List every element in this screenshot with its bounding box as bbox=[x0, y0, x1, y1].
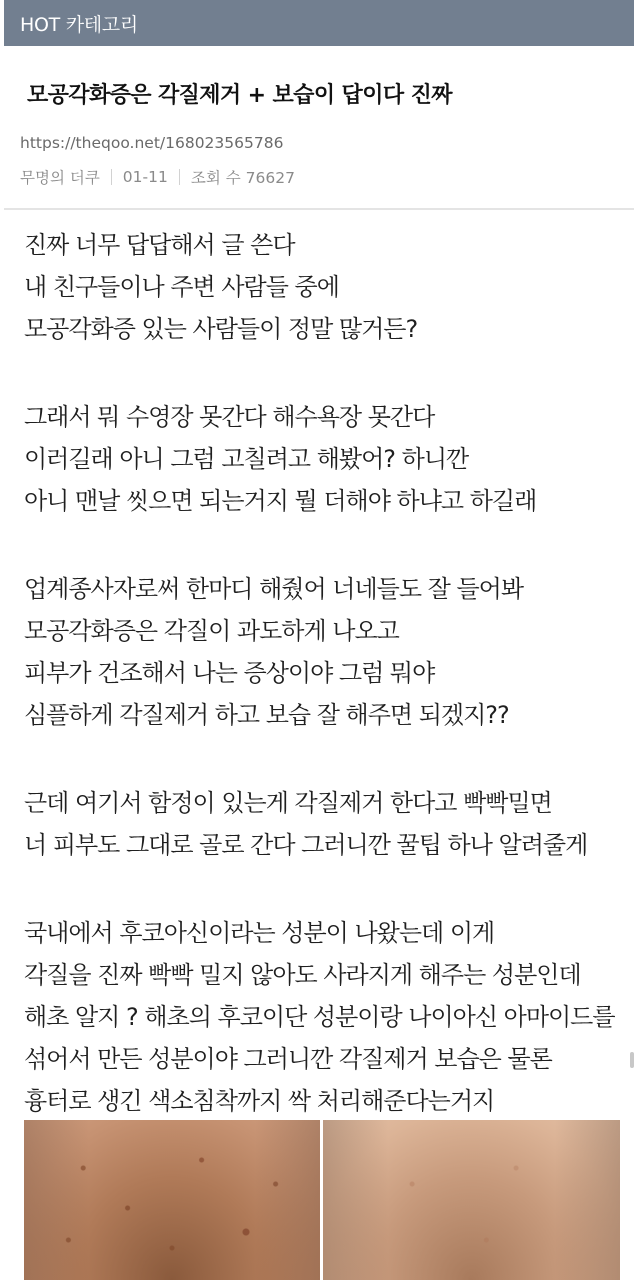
paragraph bbox=[24, 224, 629, 350]
category-title[interactable]: HOT 카테고리 bbox=[20, 13, 138, 36]
text-line: 각질을 진짜 빡빡 밀지 않아도 사라지게 해주는 성분인데 bbox=[24, 961, 581, 989]
after-skin-photo bbox=[323, 1120, 620, 1280]
post-meta bbox=[20, 166, 295, 188]
text-line: 국내에서 후코아신이라는 성분이 나왔는데 이게 bbox=[24, 919, 495, 947]
text-line: 심플하게 각질제거 하고 보습 잘 해주면 되겠지?? bbox=[24, 701, 509, 729]
text-line: 업계종사자로써 한마디 해줬어 너네들도 잘 들어봐 bbox=[24, 575, 524, 603]
text-line: 흉터로 생긴 색소침착까지 싹 처리해준다는거지 bbox=[24, 1087, 495, 1115]
view-count: 조회 수 76627 bbox=[190, 169, 295, 187]
text-line: 해초 알지 ? 해초의 후코이단 성분이랑 나이아신 아마이드를 bbox=[24, 1003, 615, 1031]
post-url-link[interactable]: https://theqoo.net/168023565786 bbox=[20, 134, 284, 152]
category-header-bar[interactable] bbox=[4, 0, 634, 46]
text-line: 모공각화증 있는 사람들이 정말 많거든? bbox=[24, 315, 418, 343]
post-title: 모공각화증은 각질제거 + 보습이 답이다 진짜 bbox=[27, 83, 452, 108]
paragraph bbox=[24, 912, 629, 1122]
text-line: 모공각화증은 각질이 과도하게 나오고 bbox=[24, 617, 399, 645]
paragraph bbox=[24, 782, 629, 866]
text-line: 너 피부도 그대로 골로 간다 그러니깐 꿀팁 하나 알려줄게 bbox=[24, 831, 588, 859]
meta-divider bbox=[179, 169, 180, 185]
before-skin-photo bbox=[24, 1120, 320, 1280]
text-line: 내 친구들이나 주변 사람들 중에 bbox=[24, 273, 339, 301]
text-line: 근데 여기서 함정이 있는게 각질제거 한다고 빡빡밀면 bbox=[24, 789, 552, 817]
paragraph bbox=[24, 568, 629, 736]
text-line: 피부가 건조해서 나는 증상이야 그럼 뭐야 bbox=[24, 659, 435, 687]
text-line: 그래서 뭐 수영장 못간다 해수욕장 못간다 bbox=[24, 403, 435, 431]
meta-divider bbox=[111, 169, 112, 185]
scroll-indicator[interactable] bbox=[630, 1052, 634, 1068]
author-name: 무명의 더쿠 bbox=[20, 169, 100, 187]
text-line: 이러길래 아니 그럼 고칠려고 해봤어? 하니깐 bbox=[24, 445, 469, 473]
before-after-photo bbox=[24, 1120, 620, 1280]
text-line: 아니 맨날 씻으면 되는거지 뭘 더해야 하냐고 하길래 bbox=[24, 487, 537, 515]
paragraph bbox=[24, 396, 629, 522]
text-line: 섞어서 만든 성분이야 그러니깐 각질제거 보습은 물론 bbox=[24, 1045, 552, 1073]
header-divider bbox=[4, 208, 634, 210]
text-line: 진짜 너무 답답해서 글 쓴다 bbox=[24, 231, 295, 259]
post-date: 01-11 bbox=[122, 168, 168, 186]
post-header bbox=[4, 46, 634, 210]
post-body bbox=[24, 224, 629, 1168]
